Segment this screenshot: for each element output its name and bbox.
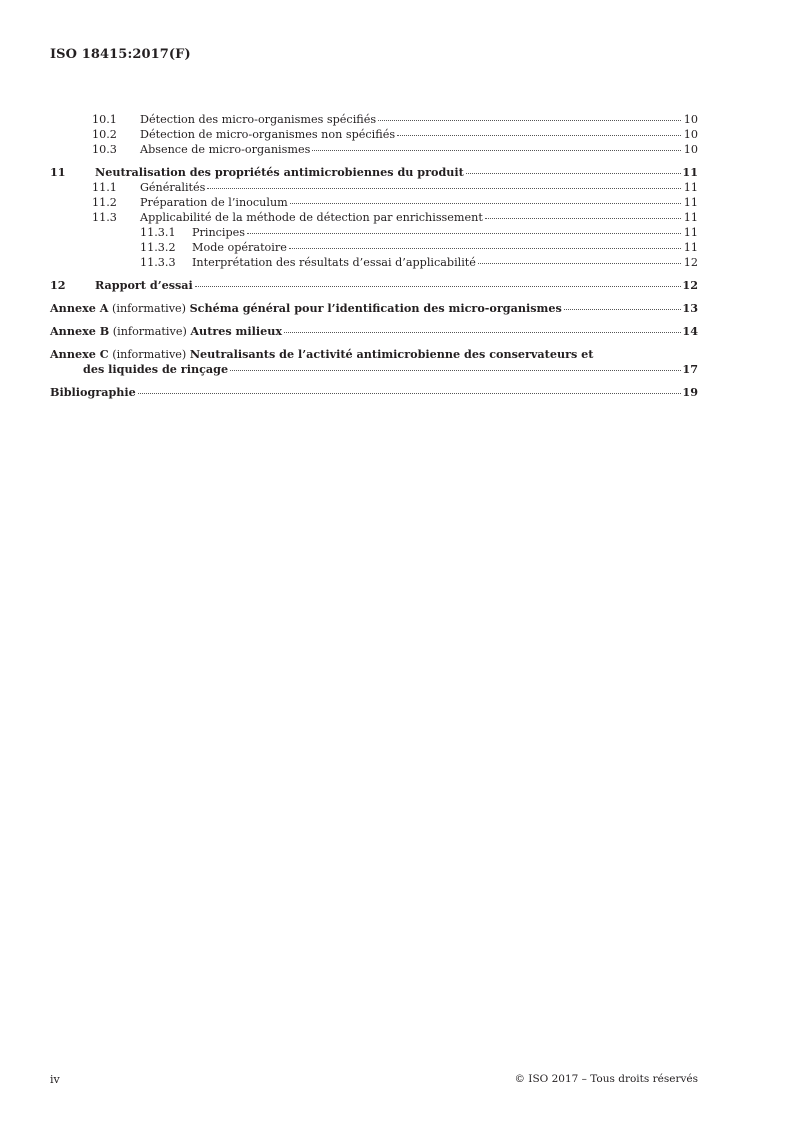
toc-title: Préparation de l’inoculum <box>140 196 288 209</box>
toc-entry-annex-b[interactable] <box>50 324 698 339</box>
toc-entry-11-1[interactable] <box>50 180 698 195</box>
dot-leader <box>478 263 681 264</box>
table-of-contents <box>50 112 698 400</box>
toc-page: 11 <box>682 165 698 179</box>
dot-leader <box>290 203 681 204</box>
annex-label: Annexe C <box>50 347 109 361</box>
toc-page: 10 <box>683 113 698 126</box>
dot-leader <box>378 120 681 121</box>
toc-title: Bibliographie <box>50 385 136 399</box>
document-id: ISO 18415:2017(F) <box>50 47 191 62</box>
annex-type: (informative) <box>112 325 187 338</box>
annex-label: Annexe A <box>50 301 109 315</box>
annex-title: Neutralisants de l’activité antimicrobienne des conservateurs et <box>189 347 594 361</box>
dot-leader <box>138 393 681 394</box>
page-number: iv <box>50 1073 60 1086</box>
toc-page: 11 <box>683 226 698 239</box>
annex-label: Annexe B <box>50 324 110 338</box>
toc-entry-10-2[interactable] <box>50 127 698 142</box>
toc-title: Applicabilité de la méthode de détection par enrichissement <box>140 211 483 224</box>
toc-entry-bibliography[interactable] <box>50 385 698 400</box>
toc-number: 10.2 <box>92 128 117 141</box>
toc-entry-12[interactable] <box>50 278 698 293</box>
toc-number: 11.3.2 <box>140 241 176 254</box>
toc-title: Rapport d’essai <box>95 278 193 292</box>
toc-page: 19 <box>682 385 698 399</box>
toc-page: 11 <box>683 211 698 224</box>
toc-page: 12 <box>682 278 698 292</box>
annex-title: Schéma général pour l’identification des micro-organismes <box>189 301 562 315</box>
toc-number: 11.3.3 <box>140 256 176 269</box>
toc-number: 10.1 <box>92 113 117 126</box>
dot-leader <box>397 135 681 136</box>
annex-title-continued: des liquides de rinçage <box>83 362 229 376</box>
toc-page: 14 <box>682 324 698 338</box>
toc-page: 11 <box>683 196 698 209</box>
toc-page: 11 <box>683 241 698 254</box>
dot-leader <box>284 332 681 333</box>
toc-number: 12 <box>50 278 66 292</box>
toc-title: Absence de micro-organismes <box>140 143 311 156</box>
toc-entry-annex-a[interactable] <box>50 301 698 316</box>
dot-leader <box>195 286 681 287</box>
toc-page: 17 <box>682 362 698 376</box>
toc-number: 11 <box>50 165 66 179</box>
toc-page: 11 <box>683 181 698 194</box>
toc-entry-11-3-1[interactable] <box>50 225 698 240</box>
toc-page: 12 <box>683 256 698 269</box>
toc-number: 11.2 <box>92 196 117 209</box>
toc-entry-10-1[interactable] <box>50 112 698 127</box>
toc-title: Généralités <box>140 181 206 194</box>
toc-title: Détection des micro-organismes spécifiés <box>140 113 377 126</box>
dot-leader <box>289 248 681 249</box>
dot-leader <box>564 309 681 310</box>
toc-number: 11.1 <box>92 181 117 194</box>
toc-title: Mode opératoire <box>192 241 287 254</box>
annex-title: Autres milieux <box>190 324 283 338</box>
dot-leader <box>466 173 681 174</box>
toc-title: Détection de micro-organismes non spécifiés <box>140 128 396 141</box>
toc-entry-11[interactable] <box>50 165 698 180</box>
toc-number: 10.3 <box>92 143 117 156</box>
toc-number: 11.3 <box>92 211 117 224</box>
toc-page: 10 <box>683 128 698 141</box>
toc-entry-annex-c[interactable] <box>50 347 698 377</box>
toc-entry-10-3[interactable] <box>50 142 698 157</box>
toc-entry-11-3-3[interactable] <box>50 255 698 270</box>
toc-entry-11-2[interactable] <box>50 195 698 210</box>
toc-page: 10 <box>683 143 698 156</box>
toc-title: Principes <box>192 226 246 239</box>
copyright-notice: © ISO 2017 – Tous droits réservés <box>514 1073 698 1085</box>
dot-leader <box>230 370 681 371</box>
dot-leader <box>207 188 681 189</box>
annex-type: (informative) <box>112 348 187 361</box>
toc-title: Interprétation des résultats d’essai d’applicabilité <box>192 256 476 269</box>
toc-entry-11-3[interactable] <box>50 210 698 225</box>
toc-number: 11.3.1 <box>140 226 176 239</box>
dot-leader <box>312 150 681 151</box>
annex-type: (informative) <box>112 302 187 315</box>
toc-entry-11-3-2[interactable] <box>50 240 698 255</box>
dot-leader <box>485 218 681 219</box>
dot-leader <box>247 233 681 234</box>
toc-title: Neutralisation des propriétés antimicrobiennes du produit <box>95 165 464 179</box>
toc-page: 13 <box>682 301 698 315</box>
